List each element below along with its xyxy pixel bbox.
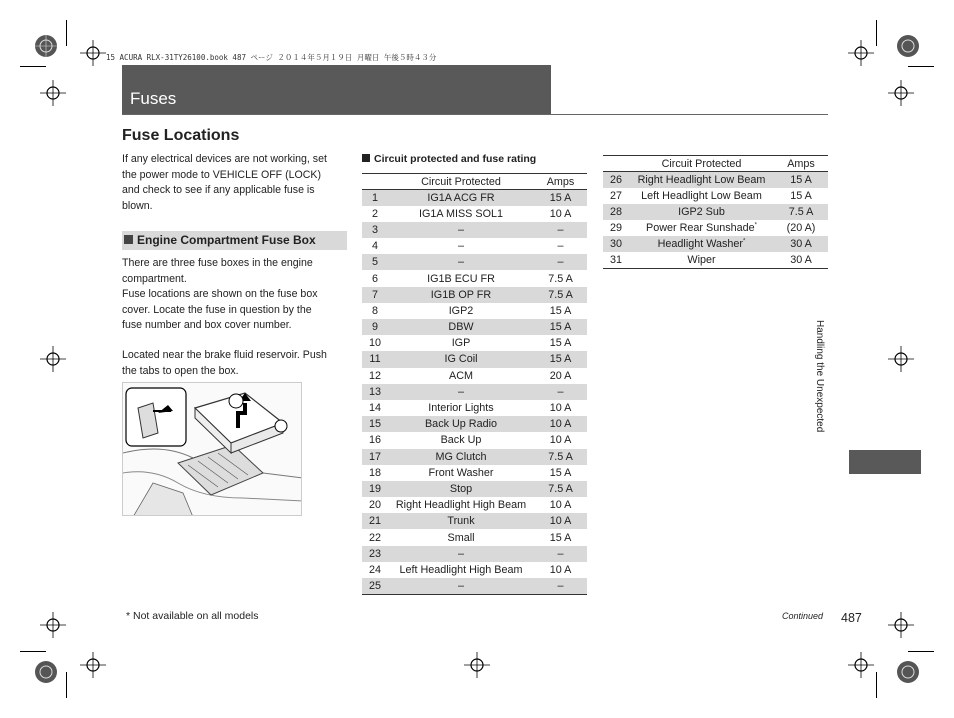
table-row: [362, 270, 587, 286]
title-rule: [122, 114, 828, 115]
cell-no: 27: [609, 189, 622, 202]
table-row: [362, 287, 587, 303]
cell-no: 23: [362, 546, 388, 562]
crosshair-icon: [80, 40, 106, 66]
table-row: [362, 335, 587, 351]
table-row: [362, 319, 587, 335]
table-row: [603, 204, 828, 220]
cell-circuit: Power Rear Sunshade*: [646, 222, 757, 235]
table-row: [362, 513, 587, 529]
cell-no: 9: [362, 319, 388, 335]
cell-no: 19: [362, 481, 388, 497]
cell-no: 21: [362, 513, 388, 529]
cell-amps: 30 A: [774, 252, 828, 268]
cell-amps: 10 A: [549, 499, 572, 512]
cell-amps: 7.5 A: [774, 204, 828, 220]
cell-circuit: Trunk: [388, 513, 534, 529]
cell-no: 2: [371, 207, 378, 220]
fuse-table-2: [603, 155, 828, 269]
cell-amps: 15 A: [549, 466, 572, 479]
cell-no: 17: [362, 449, 388, 465]
side-tab-label: Handling the Unexpected: [814, 320, 825, 433]
header-amps: Amps: [534, 174, 587, 190]
cell-circuit: Right Headlight High Beam: [395, 499, 527, 512]
cell-no: 11: [362, 351, 388, 367]
engine-compartment-illustration-icon: [123, 383, 302, 516]
trim-line: [66, 672, 67, 698]
cell-amps: 10 A: [534, 416, 587, 432]
table-row: [362, 546, 587, 562]
cell-amps: –: [534, 578, 587, 594]
cell-circuit: –: [388, 222, 534, 238]
cell-no: 4: [371, 240, 378, 253]
table-caption: Circuit protected and fuse rating: [362, 153, 536, 165]
cell-amps: (20 A): [786, 222, 816, 235]
chapter-title: Fuses: [130, 89, 177, 108]
cell-circuit: –: [388, 384, 534, 400]
table-row: [362, 384, 587, 400]
cell-amps: 7.5 A: [534, 449, 587, 465]
table-row: [362, 432, 587, 448]
crosshair-icon: [848, 652, 874, 678]
crosshair-icon: [888, 346, 914, 372]
cell-no: 6: [371, 272, 378, 285]
header-number: [362, 174, 388, 190]
cell-amps: 15 A: [549, 337, 572, 350]
cell-amps: 7.5 A: [548, 272, 573, 285]
fuse-table-1: [362, 173, 587, 595]
cell-no: 30: [603, 236, 629, 252]
registration-mark-icon: [895, 659, 921, 685]
header-amps: Amps: [774, 156, 828, 172]
continued-label: Continued: [782, 611, 824, 621]
cell-circuit: DBW: [388, 319, 534, 335]
cell-amps: –: [557, 240, 564, 253]
cell-no: 13: [362, 384, 388, 400]
location-paragraph: Located near the brake fluid reservoir. Push the tabs to open the box.: [122, 349, 327, 377]
table-row: [362, 303, 587, 319]
registration-mark-icon: [33, 659, 59, 685]
subheading-engine-fuse-box: Engine Compartment Fuse Box: [122, 231, 347, 250]
cell-amps: 15 A: [549, 531, 572, 544]
crosshair-icon: [888, 612, 914, 638]
cell-no: 28: [603, 204, 629, 220]
cell-circuit: Stop: [388, 481, 534, 497]
cell-no: 14: [368, 402, 381, 415]
cell-amps: 10 A: [549, 207, 572, 220]
cell-amps: 10 A: [549, 563, 572, 576]
trim-line: [66, 20, 67, 46]
table-row: [362, 578, 587, 594]
cell-amps: 15 A: [549, 304, 572, 317]
crosshair-icon: [888, 80, 914, 106]
cell-amps: 15 A: [534, 190, 587, 206]
cell-no: 15: [362, 416, 388, 432]
cell-no: 5: [362, 254, 388, 270]
cell-circuit: Headlight Washer*: [629, 236, 774, 252]
table-row: [362, 254, 587, 270]
page-number: 487: [841, 611, 862, 625]
cell-no: 3: [362, 222, 388, 238]
cell-no: 12: [368, 369, 381, 382]
crosshair-icon: [40, 80, 66, 106]
fuse-box-illustration: [122, 382, 302, 516]
cell-amps: –: [534, 254, 587, 270]
table-row: [362, 351, 587, 367]
square-bullet-icon: [362, 154, 370, 162]
cell-amps: 15 A: [790, 189, 812, 202]
table-row: [603, 236, 828, 252]
cell-no: 29: [609, 222, 622, 235]
table-row: [362, 400, 587, 416]
cell-circuit: ACM: [449, 369, 473, 382]
cell-circuit: IG Coil: [388, 351, 534, 367]
cell-no: 7: [362, 287, 388, 303]
cell-circuit: –: [388, 254, 534, 270]
cell-circuit: –: [388, 578, 534, 594]
cell-circuit: Wiper: [629, 252, 774, 268]
cell-no: 1: [362, 190, 388, 206]
table-row: [362, 206, 587, 222]
cell-amps: 15 A: [774, 172, 828, 188]
table-row: [603, 188, 828, 204]
cell-amps: –: [534, 222, 587, 238]
cell-no: 24: [368, 563, 381, 576]
chapter-title-bar: [122, 65, 551, 114]
header-number: [603, 156, 629, 172]
cell-circuit: IGP: [451, 337, 471, 350]
section-title: Fuse Locations: [122, 127, 240, 144]
table-row: [362, 190, 587, 206]
cell-circuit: Left Headlight Low Beam: [641, 189, 762, 202]
trim-line: [876, 20, 877, 46]
registration-mark-icon: [895, 33, 921, 59]
cell-circuit: Interior Lights: [428, 402, 494, 415]
trim-line: [908, 651, 934, 652]
cell-amps: 10 A: [534, 513, 587, 529]
table-row: [362, 465, 587, 481]
footnote-marker: *: [754, 222, 757, 229]
cell-amps: 7.5 A: [534, 287, 587, 303]
cell-circuit: Small: [447, 531, 475, 544]
print-header: 15 ACURA RLX-31TY26100.book 487 ページ ２０１４年５月１９日 月曜日 午後５時４３分: [106, 53, 437, 62]
cell-circuit: MG Clutch: [388, 449, 534, 465]
header-circuit: Circuit Protected: [629, 156, 774, 172]
table-row: [362, 222, 587, 238]
table-header-row: [362, 174, 587, 190]
table-row: [362, 529, 587, 545]
cell-amps: 10 A: [549, 402, 572, 415]
cell-circuit: Back Up Radio: [388, 416, 534, 432]
cell-no: 10: [368, 337, 381, 350]
table-header-row: [603, 156, 828, 172]
cell-no: 8: [371, 304, 378, 317]
cell-no: 20: [368, 499, 381, 512]
cell-no: 16: [368, 434, 381, 447]
footnote: * Not available on all models: [126, 610, 259, 622]
cell-no: 25: [362, 578, 388, 594]
table-row: [362, 368, 587, 384]
cell-no: 26: [603, 172, 629, 188]
trim-line: [20, 651, 46, 652]
table-row: [362, 449, 587, 465]
cell-no: 18: [368, 466, 381, 479]
table-row: [362, 416, 587, 432]
cell-amps: 30 A: [774, 236, 828, 252]
crosshair-icon: [464, 652, 490, 678]
header-circuit: Circuit Protected: [388, 174, 534, 190]
crosshair-icon: [40, 612, 66, 638]
cell-no: 31: [603, 252, 629, 268]
crosshair-icon: [848, 40, 874, 66]
cell-circuit: IG1A MISS SOL1: [418, 207, 503, 220]
registration-mark-icon: [33, 33, 59, 59]
cell-circuit: Back Up: [440, 434, 482, 447]
cell-amps: 15 A: [534, 351, 587, 367]
square-bullet-icon: [124, 235, 133, 244]
table-row: [603, 220, 828, 236]
cell-amps: 7.5 A: [534, 481, 587, 497]
side-tab-marker: [849, 450, 921, 474]
cell-amps: –: [534, 546, 587, 562]
cell-circuit: Left Headlight High Beam: [399, 563, 523, 576]
trim-line: [908, 66, 934, 67]
table-row: [362, 497, 587, 513]
table-row: [362, 238, 587, 254]
table-row: [362, 481, 587, 497]
cell-amps: 20 A: [549, 369, 572, 382]
cell-circuit: IG1A ACG FR: [388, 190, 534, 206]
table-row: [362, 562, 587, 578]
cell-circuit: IG1B ECU FR: [427, 272, 495, 285]
trim-line: [876, 672, 877, 698]
cell-amps: –: [534, 384, 587, 400]
cell-circuit: IGP2: [448, 304, 474, 317]
cell-circuit: IG1B OP FR: [388, 287, 534, 303]
cell-amps: 15 A: [534, 319, 587, 335]
cell-circuit: Front Washer: [428, 466, 494, 479]
cell-no: 22: [368, 531, 381, 544]
cell-amps: 10 A: [549, 434, 572, 447]
cell-circuit: –: [457, 240, 464, 253]
fuse-box-paragraph: There are three fuse boxes in the engine compartment. Fuse locations are shown on the fuse box cover. Locate the fuse in question by the fuse number and box cover number.: [122, 257, 318, 331]
table-row: [603, 172, 828, 188]
cell-circuit: Right Headlight Low Beam: [629, 172, 774, 188]
table-row: [603, 252, 828, 268]
footnote-marker: *: [743, 238, 746, 245]
crosshair-icon: [40, 346, 66, 372]
intro-paragraph: If any electrical devices are not working, set the power mode to VEHICLE OFF (LOCK) and check to see if any applicable fuse is blown.: [122, 153, 327, 212]
crosshair-icon: [80, 652, 106, 678]
cell-circuit: IGP2 Sub: [629, 204, 774, 220]
trim-line: [20, 66, 46, 67]
cell-circuit: –: [388, 546, 534, 562]
